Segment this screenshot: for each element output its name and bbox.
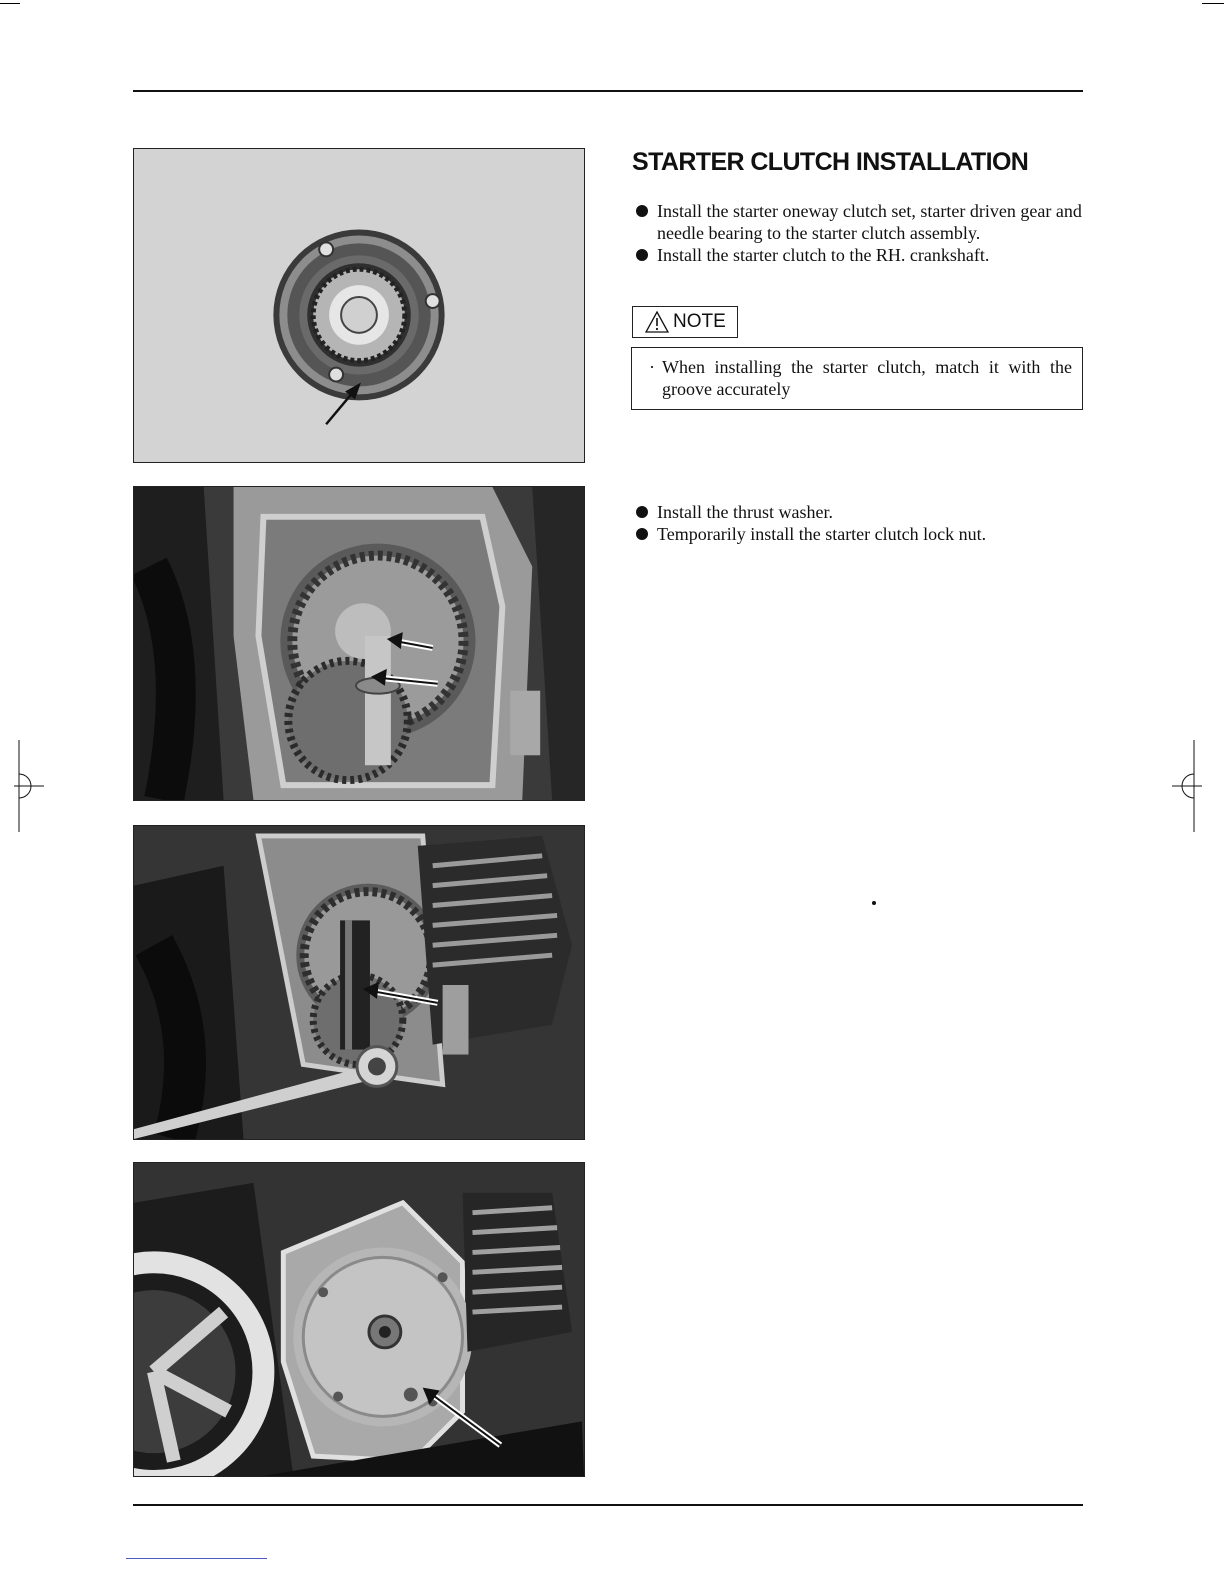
step-text: Install the starter clutch to the RH. crankshaft. — [657, 245, 990, 265]
list-item — [636, 244, 1088, 266]
steps-list-1 — [636, 200, 1088, 266]
note-box — [631, 347, 1083, 410]
step-text: Temporarily install the starter clutch lock nut. — [657, 524, 987, 544]
bullet-icon — [636, 249, 648, 261]
bullet-icon — [636, 506, 648, 518]
lock-nut-photo — [133, 825, 585, 1140]
header-rule — [133, 90, 1083, 92]
note-label-text: NOTE — [673, 311, 726, 332]
footer-rule — [133, 1504, 1083, 1506]
starter-clutch-photo — [133, 148, 585, 463]
note-bullet: · — [649, 357, 655, 377]
list-item — [636, 200, 1088, 244]
step-text: Install the starter oneway clutch set, starter driven gear and needle bearing to the starter clutch assembly. — [657, 201, 1082, 243]
footer-underline — [126, 1558, 267, 1559]
registration-mark-left — [14, 740, 44, 832]
list-item — [636, 523, 1088, 545]
note-label — [632, 306, 738, 338]
stray-dot — [872, 901, 876, 905]
crop-mark-top-right — [1202, 3, 1224, 4]
thrust-washer-photo — [133, 486, 585, 801]
engine-cover-photo — [133, 1162, 585, 1477]
registration-mark-right — [1172, 740, 1202, 832]
note-text: When installing the starter clutch, match it with the groove accurately — [662, 357, 1072, 399]
warning-icon — [645, 311, 669, 333]
list-item — [636, 501, 1088, 523]
bullet-icon — [636, 528, 648, 540]
step-text: Install the thrust washer. — [657, 502, 833, 522]
page-title: STARTER CLUTCH INSTALLATION — [632, 148, 1029, 176]
crop-mark-top-left — [0, 3, 20, 4]
steps-list-2 — [636, 501, 1088, 545]
bullet-icon — [636, 205, 648, 217]
